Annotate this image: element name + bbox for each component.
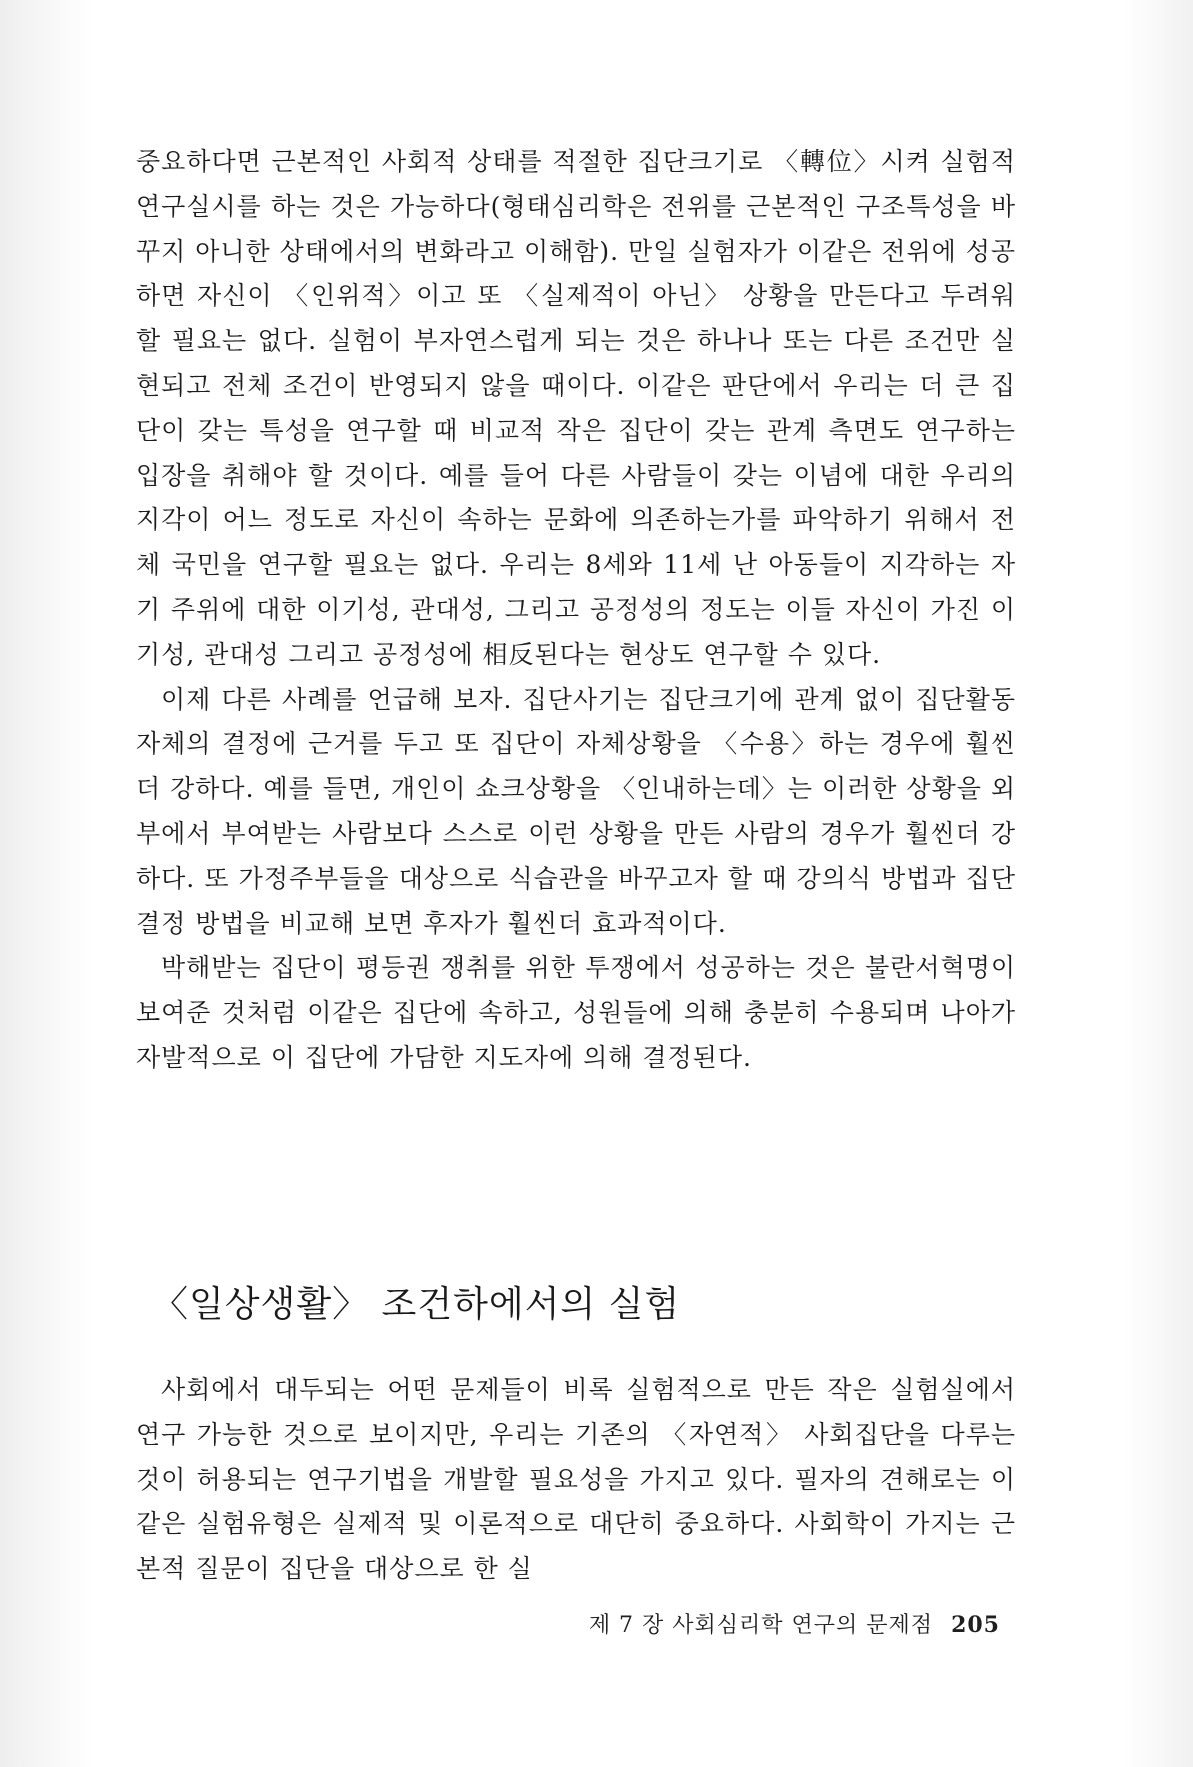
section-paragraph: 사회에서 대두되는 어떤 문제들이 비록 실험적으로 만든 작은 실험실에서 연구 가능한 것으로 보이지만, 우리는 기존의 〈자연적〉 사회집단을 다루는 것이 허용되는 연구기법을 개발할 필요성을 가지고 있다. 필자의 견해로는 이같은 실험유형은 실제적 및 이론적으로 대단히 중요하다. 사회학이 가지는 근본적 질문이 집단을 대상으로 한 실 — [136, 1375, 1016, 1584]
running-footer — [500, 1610, 1000, 1641]
page-edge-shadow-right — [1123, 0, 1193, 1767]
section-body — [136, 1368, 1016, 1592]
body-paragraph-3: 박해받는 집단이 평등권 쟁취를 위한 투쟁에서 성공하는 것은 불란서혁명이 보여준 것처럼 이같은 집단에 속하고, 성원들에 의해 충분히 수용되며 나아가 자발적으로 이 집단에 가담한 지도자에 의해 결정된다. — [136, 953, 1016, 1072]
body-text — [136, 140, 1016, 1081]
page-number: 205 — [951, 1612, 1000, 1638]
running-title: 제 7 장 사회심리학 연구의 문제점 — [588, 1613, 934, 1638]
body-paragraph-1: 중요하다면 근본적인 사회적 상태를 적절한 집단크기로 〈轉位〉시켜 실험적 연구실시를 하는 것은 가능하다(형태심리학은 전위를 근본적인 구조특성을 바꾸지 아니한 상태에서의 변화라고 이해함). 만일 실험자가 이같은 전위에 성공하면 자신이 〈인위적〉이고 또 〈실제적이 아닌〉 상황을 만든다고 두려워 할 필요는 없다. 실험이 부자연스럽게 되는 것은 하나나 또는 다른 조건만 실현되고 전체 조건이 반영되지 않을 때이다. 이같은 판단에서 우리는 더 큰 집단이 갖는 특성을 연구할 때 비교적 작은 집단이 갖는 관계 측면도 연구하는 입장을 취해야 할 것이다. 예를 들어 다른 사람들이 갖는 이념에 대한 우리의 지각이 어느 정도로 자신이 속하는 문화에 의존하는가를 파악하기 위해서 전체 국민을 연구할 필요는 없다. 우리는 8세와 11세 난 아동들이 지각하는 자기 주위에 대한 이기성, 관대성, 그리고 공정성의 정도는 이들 자신이 가진 이기성, 관대성 그리고 공정성에 相反된다는 현상도 연구할 수 있다. — [136, 147, 1016, 669]
body-paragraph-2: 이제 다른 사례를 언급해 보자. 집단사기는 집단크기에 관계 없이 집단활동 자체의 결정에 근거를 두고 또 집단이 자체상황을 〈수용〉하는 경우에 훨씬더 강하다. 예를 들면, 개인이 쇼크상황을 〈인내하는데〉는 이러한 상황을 외부에서 부여받는 사람보다 스스로 이런 상황을 만든 사람의 경우가 훨씬더 강하다. 또 가정주부들을 대상으로 식습관을 바꾸고자 할 때 강의식 방법과 집단결정 방법을 비교해 보면 후자가 훨씬더 효과적이다. — [136, 684, 1016, 938]
page-edge-shadow-left — [0, 0, 95, 1767]
section-heading: 〈일상생활〉 조건하에서의 실험 — [152, 1284, 681, 1325]
